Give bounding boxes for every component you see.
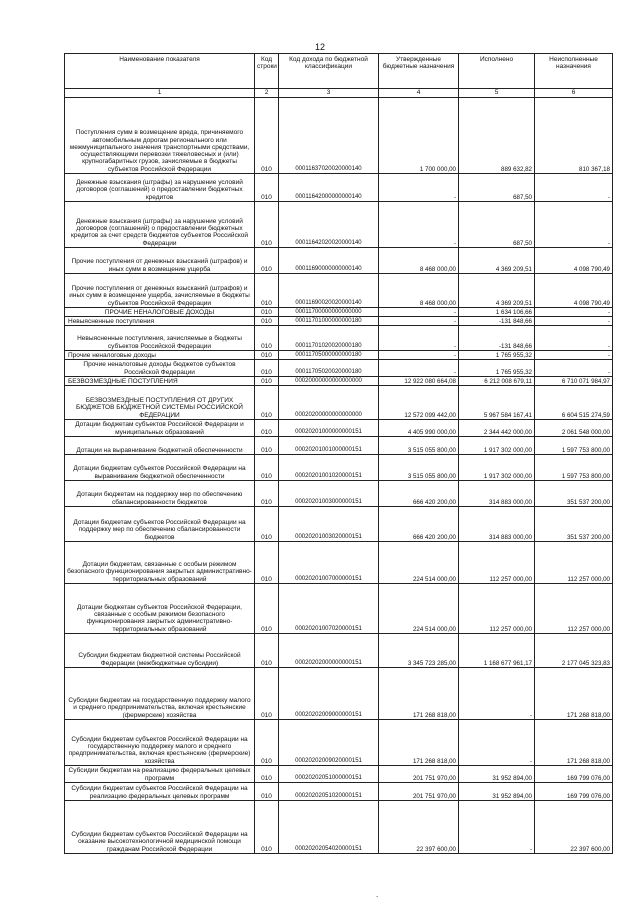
revenue-code-cell: 00020201001000000151 [279, 437, 379, 455]
indicator-name-cell: Дотации бюджетам субъектов Российской Федерации на поддержку мер по обеспечению сбалансированности бюджетов [65, 507, 255, 542]
footer-mark: . [376, 890, 379, 899]
table-row [65, 481, 613, 507]
revenue-code-cell: 00011690020020000140 [279, 274, 379, 308]
indicator-name-cell: Субсидии бюджетам на государственную поддержку малого и среднего предпринимательства, включая крестьянские (фермерские) хозяйства [65, 668, 255, 720]
column-header-executed: Исполнено [459, 54, 535, 89]
column-number: 3 [279, 89, 379, 98]
executed-amount-cell: 314 883 000,00 [459, 507, 535, 542]
table-row [65, 542, 613, 584]
column-header-unexecuted: Неисполненные назначения [535, 54, 613, 89]
executed-amount-cell: -131 848,66 [459, 317, 535, 326]
executed-amount-cell: 112 257 000,00 [459, 542, 535, 584]
line-code-cell: 010 [255, 351, 279, 360]
approved-amount-cell: 12 922 080 664,08 [379, 377, 459, 386]
table-row [65, 720, 613, 766]
approved-amount-cell: 666 420 200,00 [379, 481, 459, 507]
revenue-code-cell: 00011701000000000180 [279, 317, 379, 326]
line-code-cell: 010 [255, 801, 279, 854]
indicator-name-cell: Дотации бюджетам субъектов Российской Федерации, связанные с особым режимом безопасного функционирования закрытых административно-территориальных образований [65, 584, 255, 634]
revenue-code-cell: 00011642020020000140 [279, 202, 379, 248]
executed-amount-cell: -131 848,66 [459, 326, 535, 351]
table-row [65, 98, 613, 174]
table-row [65, 202, 613, 248]
table-row [65, 351, 613, 360]
approved-amount-cell: 3 345 723 285,00 [379, 634, 459, 668]
table-row [65, 783, 613, 801]
indicator-name-cell: Прочие поступления от денежных взысканий (штрафов) и иных сумм в возмещение ущерба [65, 248, 255, 274]
table-row [65, 386, 613, 420]
unexecuted-amount-cell: 112 257 000,00 [535, 542, 613, 584]
executed-amount-cell: 1 765 955,32 [459, 351, 535, 360]
executed-amount-cell: - [459, 668, 535, 720]
approved-amount-cell: - [379, 174, 459, 202]
indicator-name-cell: Невыясненные поступления, зачисляемые в бюджеты субъектов Российской Федерации [65, 326, 255, 351]
unexecuted-amount-cell: - [535, 326, 613, 351]
column-header-revenue-code: Код дохода по бюджетной классификации [279, 54, 379, 89]
unexecuted-amount-cell: 6 710 071 984,97 [535, 377, 613, 386]
line-code-cell: 010 [255, 634, 279, 668]
executed-amount-cell: 6 212 008 679,11 [459, 377, 535, 386]
indicator-name-cell: Субсидии бюджетам субъектов Российской Федерации на реализацию федеральных целевых программ [65, 783, 255, 801]
revenue-code-cell: 00020201000000000151 [279, 420, 379, 437]
indicator-name-cell: Денежные взыскания (штрафы) за нарушение условий договоров (соглашений) о предоставлении бюджетных кредитов за счет средств бюджетов субъектов Российской Федерации [65, 202, 255, 248]
line-code-cell: 010 [255, 720, 279, 766]
unexecuted-amount-cell: - [535, 360, 613, 377]
table-row [65, 317, 613, 326]
indicator-name-cell: Дотации на выравнивание бюджетной обеспеченности [65, 437, 255, 455]
revenue-code-cell: 00020200000000000000 [279, 386, 379, 420]
approved-amount-cell: 3 515 055 800,00 [379, 437, 459, 455]
line-code-cell: 010 [255, 308, 279, 317]
indicator-name-cell: Субсидии бюджетам субъектов Российской Федерации на государственную поддержку малого и среднего предпринимательства, включая крестьянские (фермерские) хозяйства [65, 720, 255, 766]
line-code-cell: 010 [255, 248, 279, 274]
revenue-code-cell: 00011705020020000180 [279, 360, 379, 377]
line-code-cell: 010 [255, 766, 279, 783]
line-code-cell: 010 [255, 360, 279, 377]
unexecuted-amount-cell: 351 537 200,00 [535, 507, 613, 542]
revenue-code-cell: 00020202051000000151 [279, 766, 379, 783]
approved-amount-cell: 666 420 200,00 [379, 507, 459, 542]
line-code-cell: 010 [255, 542, 279, 584]
table-row [65, 507, 613, 542]
table-row [65, 437, 613, 455]
table-row [65, 801, 613, 854]
column-number: 4 [379, 89, 459, 98]
table-row [65, 308, 613, 317]
table-row [65, 274, 613, 308]
unexecuted-amount-cell: 112 257 000,00 [535, 584, 613, 634]
approved-amount-cell: - [379, 351, 459, 360]
revenue-code-cell: 00011701020020000180 [279, 326, 379, 351]
approved-amount-cell: 224 514 000,00 [379, 584, 459, 634]
unexecuted-amount-cell: 4 098 790,49 [535, 248, 613, 274]
budget-execution-table [64, 53, 613, 854]
indicator-name-cell: Дотации бюджетам, связанные с особым режимом безопасного функционирования закрытых административно-территориальных образований [65, 542, 255, 584]
approved-amount-cell: 201 751 970,00 [379, 766, 459, 783]
indicator-name-cell: Субсидии бюджетам на реализацию федеральных целевых программ [65, 766, 255, 783]
line-code-cell: 010 [255, 326, 279, 351]
unexecuted-amount-cell: 6 604 515 274,59 [535, 386, 613, 420]
unexecuted-amount-cell: - [535, 174, 613, 202]
page-number: 12 [314, 42, 325, 52]
executed-amount-cell: 112 257 000,00 [459, 584, 535, 634]
indicator-name-cell: Дотации бюджетам на поддержку мер по обеспечению сбалансированности бюджетов [65, 481, 255, 507]
indicator-name-cell: Поступления сумм в возмещение вреда, причиняемого автомобильным дорогам регионального или межмуниципального значения транспортными средствами, осуществляющими перевозки тяжеловесных и (или) крупногабаритных грузов, зачисляемые в бюджеты субъектов Российской Федерации [65, 98, 255, 174]
revenue-code-cell: 00011637020020000140 [279, 98, 379, 174]
executed-amount-cell: 687,50 [459, 174, 535, 202]
executed-amount-cell: 687,50 [459, 202, 535, 248]
approved-amount-cell: - [379, 360, 459, 377]
executed-amount-cell: 4 369 209,51 [459, 274, 535, 308]
column-header-indicator-name: Наименование показателя [65, 54, 255, 89]
table-row [65, 360, 613, 377]
revenue-code-cell: 00020202009000000151 [279, 668, 379, 720]
executed-amount-cell: 2 344 442 000,00 [459, 420, 535, 437]
unexecuted-amount-cell: 171 268 818,00 [535, 668, 613, 720]
line-code-cell: 010 [255, 386, 279, 420]
approved-amount-cell: 1 700 000,00 [379, 98, 459, 174]
table-row [65, 455, 613, 481]
unexecuted-amount-cell: - [535, 317, 613, 326]
executed-amount-cell: 31 952 894,00 [459, 766, 535, 783]
indicator-name-cell: Прочие неналоговые доходы [65, 351, 255, 360]
unexecuted-amount-cell: 171 268 818,00 [535, 720, 613, 766]
approved-amount-cell: 12 572 099 442,00 [379, 386, 459, 420]
column-number: 2 [255, 89, 279, 98]
line-code-cell: 010 [255, 274, 279, 308]
unexecuted-amount-cell: 1 597 753 800,00 [535, 455, 613, 481]
approved-amount-cell: - [379, 308, 459, 317]
executed-amount-cell: 314 883 000,00 [459, 481, 535, 507]
line-code-cell: 010 [255, 455, 279, 481]
revenue-code-cell: 00011705000000000180 [279, 351, 379, 360]
table-row [65, 420, 613, 437]
indicator-name-cell: Денежные взыскания (штрафы) за нарушение условий договоров (соглашений) о предоставлении бюджетных кредитов [65, 174, 255, 202]
line-code-cell: 010 [255, 174, 279, 202]
unexecuted-amount-cell: 4 098 790,49 [535, 274, 613, 308]
revenue-code-cell: 00011642000000000140 [279, 174, 379, 202]
approved-amount-cell: 224 514 000,00 [379, 542, 459, 584]
executed-amount-cell: 5 967 584 167,41 [459, 386, 535, 420]
column-number: 5 [459, 89, 535, 98]
line-code-cell: 010 [255, 317, 279, 326]
approved-amount-cell: 171 268 818,00 [379, 668, 459, 720]
revenue-code-cell: 00020202054020000151 [279, 801, 379, 854]
executed-amount-cell: 1 765 955,32 [459, 360, 535, 377]
revenue-code-cell: 00020201001020000151 [279, 455, 379, 481]
approved-amount-cell: 8 468 000,00 [379, 248, 459, 274]
line-code-cell: 010 [255, 98, 279, 174]
column-header-approved: Утвержденные бюджетные назначения [379, 54, 459, 89]
unexecuted-amount-cell: 169 799 076,00 [535, 783, 613, 801]
revenue-code-cell: 00011700000000000000 [279, 308, 379, 317]
unexecuted-amount-cell: - [535, 351, 613, 360]
revenue-code-cell: 00020000000000000000 [279, 377, 379, 386]
column-number-row [65, 89, 613, 98]
approved-amount-cell: - [379, 326, 459, 351]
executed-amount-cell: 1 917 302 000,00 [459, 437, 535, 455]
executed-amount-cell: 1 168 677 961,17 [459, 634, 535, 668]
table-row [65, 326, 613, 351]
indicator-name-cell: Субсидии бюджетам субъектов Российской Федерации на оказание высокотехнологичной медицинской помощи гражданам Российской Федерации [65, 801, 255, 854]
executed-amount-cell: 4 369 209,51 [459, 248, 535, 274]
indicator-name-cell: Невыясненные поступления [65, 317, 255, 326]
approved-amount-cell: 22 397 600,00 [379, 801, 459, 854]
table-body [65, 98, 613, 854]
executed-amount-cell: 31 952 894,00 [459, 783, 535, 801]
approved-amount-cell: 201 751 970,00 [379, 783, 459, 801]
executed-amount-cell: 1 917 302 000,00 [459, 455, 535, 481]
line-code-cell: 010 [255, 668, 279, 720]
indicator-name-cell: Субсидии бюджетам бюджетной системы Российской Федерации (межбюджетные субсидии) [65, 634, 255, 668]
unexecuted-amount-cell: 169 799 076,00 [535, 766, 613, 783]
revenue-code-cell: 00020201003020000151 [279, 507, 379, 542]
line-code-cell: 010 [255, 584, 279, 634]
revenue-code-cell: 00020201007020000151 [279, 584, 379, 634]
line-code-cell: 010 [255, 481, 279, 507]
unexecuted-amount-cell: 22 397 600,00 [535, 801, 613, 854]
table-row [65, 174, 613, 202]
table-row [65, 377, 613, 386]
approved-amount-cell: - [379, 202, 459, 248]
revenue-code-cell: 00020201007000000151 [279, 542, 379, 584]
line-code-cell: 010 [255, 507, 279, 542]
unexecuted-amount-cell: 2 061 548 000,00 [535, 420, 613, 437]
indicator-name-cell: БЕЗВОЗМЕЗДНЫЕ ПОСТУПЛЕНИЯ [65, 377, 255, 386]
indicator-name-cell: БЕЗВОЗМЕЗДНЫЕ ПОСТУПЛЕНИЯ ОТ ДРУГИХ БЮДЖЕТОВ БЮДЖЕТНОЙ СИСТЕМЫ РОССИЙСКОЙ ФЕДЕРАЦИИ [65, 386, 255, 420]
unexecuted-amount-cell: - [535, 202, 613, 248]
executed-amount-cell: 889 632,82 [459, 98, 535, 174]
revenue-code-cell: 00011690000000000140 [279, 248, 379, 274]
table-row [65, 248, 613, 274]
approved-amount-cell: 4 405 990 000,00 [379, 420, 459, 437]
executed-amount-cell: 1 634 106,66 [459, 308, 535, 317]
indicator-name-cell: Прочие поступления от денежных взысканий (штрафов) и иных сумм в возмещение ущерба, зачисляемые в бюджеты субъектов Российской Федерации [65, 274, 255, 308]
unexecuted-amount-cell: 2 177 045 323,83 [535, 634, 613, 668]
revenue-code-cell: 00020202051020000151 [279, 783, 379, 801]
line-code-cell: 010 [255, 437, 279, 455]
column-number: 1 [65, 89, 255, 98]
line-code-cell: 010 [255, 420, 279, 437]
indicator-name-cell: Дотации бюджетам субъектов Российской Федерации на выравнивание бюджетной обеспеченности [65, 455, 255, 481]
table-row [65, 634, 613, 668]
table-row [65, 766, 613, 783]
unexecuted-amount-cell: - [535, 308, 613, 317]
unexecuted-amount-cell: 810 367,18 [535, 98, 613, 174]
line-code-cell: 010 [255, 202, 279, 248]
approved-amount-cell: 8 468 000,00 [379, 274, 459, 308]
line-code-cell: 010 [255, 783, 279, 801]
table-row [65, 584, 613, 634]
unexecuted-amount-cell: 351 537 200,00 [535, 481, 613, 507]
approved-amount-cell: 171 268 818,00 [379, 720, 459, 766]
line-code-cell: 010 [255, 377, 279, 386]
approved-amount-cell: - [379, 317, 459, 326]
executed-amount-cell: - [459, 801, 535, 854]
executed-amount-cell: - [459, 720, 535, 766]
indicator-name-cell: ПРОЧИЕ НЕНАЛОГОВЫЕ ДОХОДЫ [65, 308, 255, 317]
revenue-code-cell: 00020202000000000151 [279, 634, 379, 668]
table-row [65, 668, 613, 720]
indicator-name-cell: Прочие неналоговые доходы бюджетов субъектов Российской Федерации [65, 360, 255, 377]
column-number: 6 [535, 89, 613, 98]
table-header-row [65, 54, 613, 89]
column-header-line-code: Код строки [255, 54, 279, 89]
revenue-code-cell: 00020202009020000151 [279, 720, 379, 766]
revenue-code-cell: 00020201003000000151 [279, 481, 379, 507]
indicator-name-cell: Дотации бюджетам субъектов Российской Федерации и муниципальных образований [65, 420, 255, 437]
approved-amount-cell: 3 515 055 800,00 [379, 455, 459, 481]
unexecuted-amount-cell: 1 597 753 800,00 [535, 437, 613, 455]
